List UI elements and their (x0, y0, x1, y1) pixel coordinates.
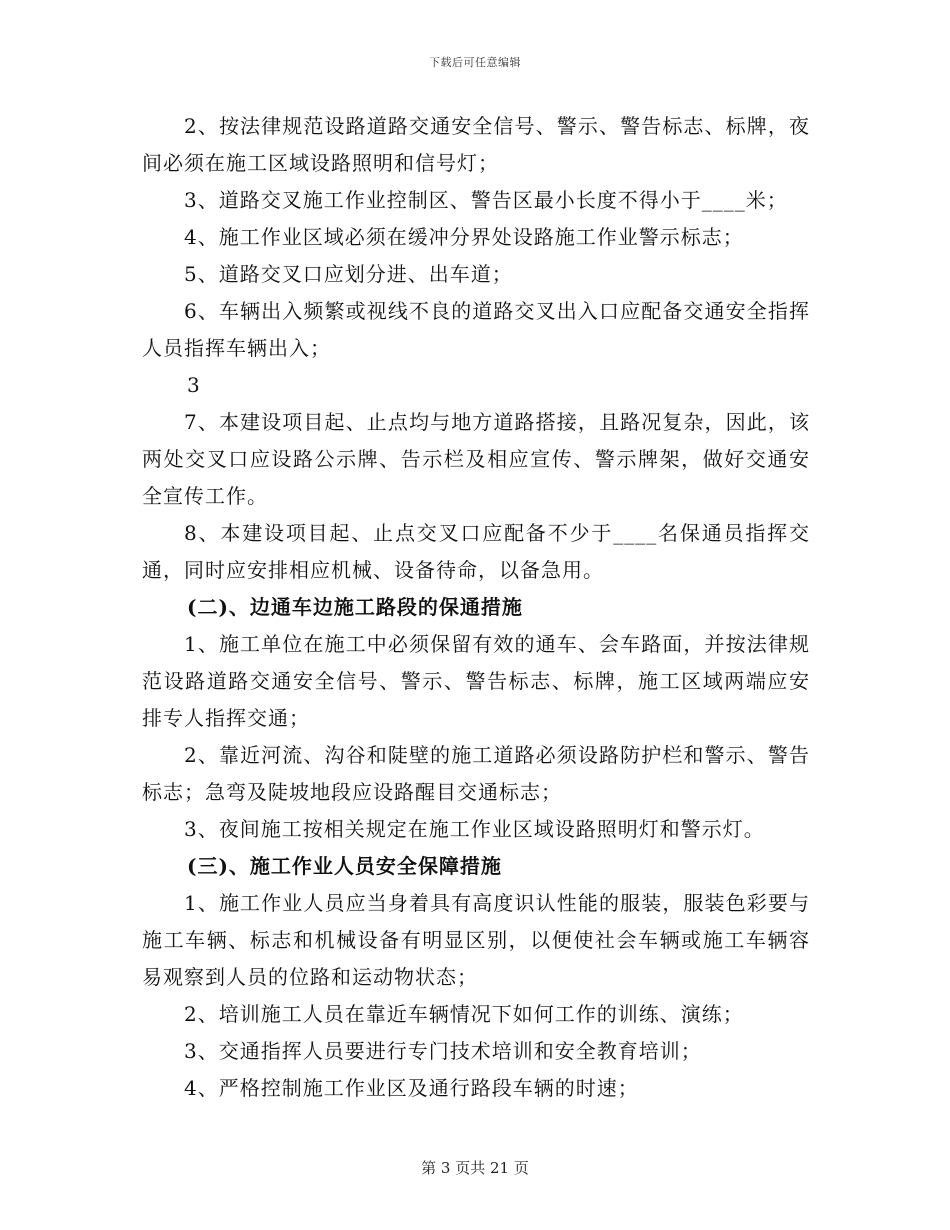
paragraph-s2-item-3: 3、夜间施工按相关规定在施工作业区域设路照明灯和警示灯。 (184, 817, 765, 841)
paragraph-item-3-control-zone: 3、道路交叉施工作业控制区、警告区最小长度不得小于____米； (184, 188, 788, 212)
paragraph-item-6-traffic-commanders: 6、车辆出入频繁或视线不良的道路交叉出入口应配备交通安全指挥人员指挥车辆出入； (142, 299, 810, 360)
page-header: 下载后可任意编辑 (429, 56, 521, 69)
paragraph-s3-item-2: 2、培训施工人员在靠近车辆情况下如何工作的训练、演练； (184, 1002, 744, 1026)
paragraph-s3-item-1: 1、施工作业人员应当身着具有高度识认性能的服装，服装色彩要与施工车辆、标志和机械设备有明显区别，以便使社会车辆或施工车辆容易观察到人员的位路和运动物状态； (142, 891, 810, 989)
paragraph-item-8-guards: 8、本建设项目起、止点交叉口应配备不少于____名保通员指挥交通，同时应安排相应机械、设备待命，以备急用。 (142, 521, 810, 582)
section-heading-3: (三)、施工作业人员安全保障措施 (187, 854, 502, 878)
paragraph-item-5-lanes: 5、道路交叉口应划分进、出车道； (184, 262, 513, 286)
paragraph-s3-item-3: 3、交通指挥人员要进行专门技术培训和安全教育培训； (184, 1039, 702, 1063)
page-footer: 第 3 页共 21 页 (421, 1159, 529, 1177)
paragraph-item-2-signals: 2、按法律规范设路道路交通安全信号、警示、警告标志、标牌，夜间必须在施工区域设路照明和信号灯； (142, 114, 810, 175)
section-heading-2: (二)、边通车边施工路段的保通措施 (187, 595, 523, 619)
document-body (142, 108, 810, 1107)
paragraph-item-4-warning-signs: 4、施工作业区域必须在缓冲分界处设路施工作业警示标志； (184, 225, 744, 249)
paragraph-s3-item-4: 4、严格控制施工作业区及通行路段车辆的时速； (184, 1076, 639, 1100)
paragraph-s2-item-1: 1、施工单位在施工中必须保留有效的通车、会车路面，并按法律规范设路道路交通安全信号、警示、警告标志、标牌，施工区域两端应安排专人指挥交通； (142, 632, 810, 730)
paragraph-item-7-publicity: 7、本建设项目起、止点均与地方道路搭接，且路况复杂，因此，该两处交叉口应设路公示牌、告示栏及相应宣传、警示牌架，做好交通安全宣传工作。 (142, 410, 810, 508)
stray-page-number: 3 (187, 373, 201, 397)
paragraph-s2-item-2: 2、靠近河流、沟谷和陡壁的施工道路必须设路防护栏和警示、警告标志；急弯及陡坡地段应设路醒目交通标志； (142, 743, 810, 804)
